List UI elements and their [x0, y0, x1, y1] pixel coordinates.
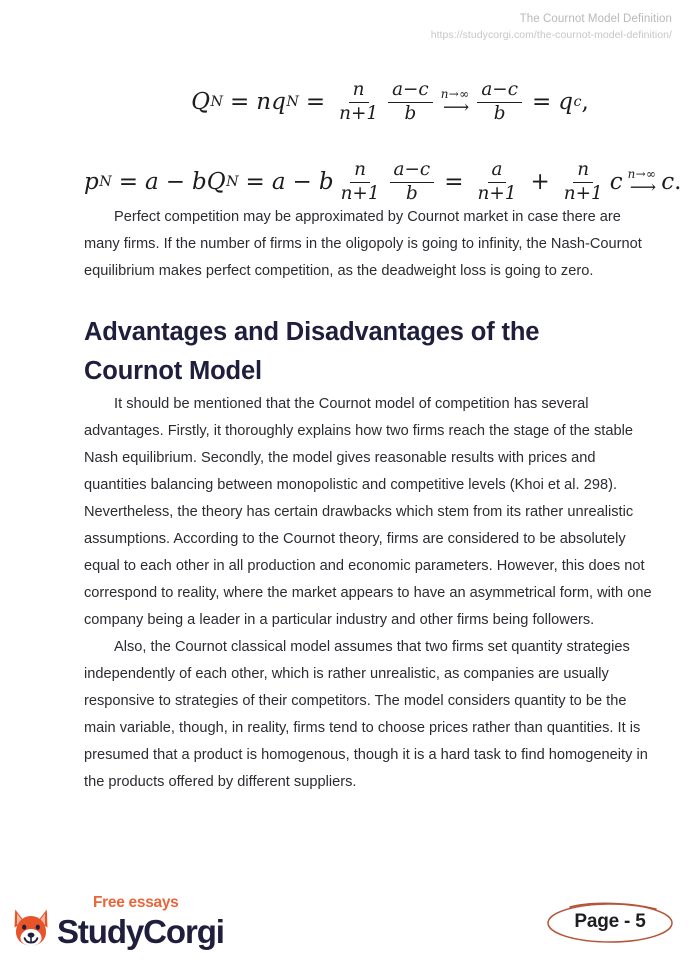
formula-1-fraction-3-numerator: a−c: [477, 80, 522, 103]
document-title: The Cournot Model Definition: [519, 13, 672, 25]
formula-2: p N = a − b Q N = a − b $\frac{n}{n+1}$ $\frac{a-c}{b}$ = $\frac{a}{n+1}$ + $\frac{n}{n+1}$ c n→∞ ⟶ c .: [84, 159, 682, 204]
document-content: [0, 72, 698, 796]
formula-2-fraction-3-numerator: a: [488, 160, 507, 183]
paragraph-1: Perfect competition may be approximated by Cournot market in case there are many firms. If the number of firms in the oligopoly is going to infinity, the Nash-Cournot equilibrium makes perfect competition, as the deadweight loss is going to zero.: [84, 209, 642, 280]
formula-2-minus-1: −: [165, 168, 185, 195]
studycorgi-logo[interactable]: [12, 894, 224, 950]
page-header: [0, 0, 698, 43]
formula-1-limit-label: n→∞: [440, 87, 470, 102]
paragraph-2: It should be mentioned that the Cournot model of competition has several advantages. Firstly, it thoroughly explains how two firms reach the stage of the stable Nash equilibrium. Secondly, the model gives reasonable results with prices and quantities balancing between monopolistic and competitive levels (Khoi et al. 298). Nevertheless, the theory has certain drawbacks which stem from its rather unrealistic assumptions. According to the Cournot theory, firms are considered to be absolutely equal to each other in all production and economic parameters. However, this does not correspond to reality, where the market appears to have an asymmetrical form, with one company being a leader in a particular industry and other firms being followers.: [84, 396, 652, 629]
formula-2-limit-arrow: [627, 167, 657, 199]
formula-2-Q: Q: [206, 168, 226, 195]
formula-1-equals-2: =: [305, 88, 326, 115]
paragraph-3: Also, the Cournot classical model assumes that two firms set quantity strategies independently of each other, which is rather unrealistic, as companies are usually responsive to strategies of their competitors. The model considers quantity to be the main variable, though, in reality, firms tend to choose prices rather than quantities. It is presumed that a product is homogenous, though it is a hard task to find homogeneity in the products offered by different suppliers.: [84, 639, 648, 791]
formula-2-fraction-4: [560, 160, 607, 204]
formula-2-b-2: b: [318, 168, 334, 195]
formula-2-a-1: a: [144, 168, 159, 195]
page-footer: [0, 878, 698, 964]
formula-1-Q: Q: [191, 88, 211, 115]
formula-2-equals-3: =: [444, 168, 464, 195]
formula-2-equals-2: =: [245, 168, 265, 195]
formula-2-a-2: a: [271, 168, 286, 195]
formula-1-qc: q: [558, 88, 574, 115]
formula-2-arrow-glyph: ⟶: [629, 177, 655, 199]
formula-2-c-1: c: [609, 168, 623, 195]
formula-1-comma: ,: [581, 88, 589, 115]
formula-2-fraction-4-numerator: n: [573, 160, 593, 183]
formula-1-arrow-glyph: ⟶: [442, 97, 468, 119]
formula-2-fraction-2: [390, 160, 435, 204]
formula-1-q: q: [271, 88, 286, 115]
formula-1-fraction-1-denominator: n+1: [339, 102, 379, 124]
formula-1-fraction-2-denominator: b: [404, 102, 417, 124]
formula-2-fraction-1-numerator: n: [350, 160, 370, 183]
formula-2-fraction-1: [337, 160, 384, 204]
formula-2-fraction-2-numerator: a−c: [390, 160, 435, 183]
document-url: https://studycorgi.com/the-cournot-model-definition/: [430, 29, 672, 41]
logo-text-group: [57, 894, 224, 950]
formula-1-fraction-2: [388, 80, 433, 124]
page-number-badge: [544, 898, 676, 946]
formula-1-fraction-2-numerator: a−c: [388, 80, 433, 103]
formula-2-plus: +: [530, 168, 550, 195]
formula-2-p: p: [84, 168, 99, 195]
logo-tagline: Free essays: [93, 894, 179, 911]
formula-2-fraction-3-denominator: n+1: [477, 182, 517, 204]
formula-2-minus-2: −: [292, 168, 312, 195]
formula-2-fraction-3: [474, 160, 521, 204]
formula-1-fraction-1: [335, 80, 382, 124]
formula-2-equals-1: =: [118, 168, 138, 195]
corgi-face-icon: [12, 907, 50, 947]
formula-1-fraction-3: [477, 80, 522, 124]
formula-2-fraction-2-denominator: b: [405, 182, 418, 204]
formula-2-fraction-1-denominator: n+1: [340, 182, 380, 204]
formula-2-period: .: [674, 168, 682, 195]
formula-2-limit-label: n→∞: [627, 167, 657, 182]
section-heading-advantages-disadvantages: Advantages and Disadvantages of the Cournot Model: [84, 318, 540, 386]
logo-wordmark: StudyCorgi: [57, 913, 224, 950]
page-number-label: Page - 5: [574, 911, 646, 932]
formula-1-fraction-3-denominator: b: [493, 102, 506, 124]
formula-1: Q N = n q N = $\frac{n}{n+1}$ $\frac{a-c}{b}$ n→∞ ⟶ $\frac{a-c}{b}$ = q c ,: [191, 79, 589, 124]
formula-1-equals-3: =: [532, 88, 552, 115]
formula-1-limit-arrow: [440, 87, 470, 119]
formula-1-fraction-1-numerator: n: [349, 80, 369, 103]
formula-1-n: n: [256, 88, 272, 115]
formula-2-b-1: b: [191, 168, 207, 195]
formula-2-c-2: c: [661, 168, 675, 195]
formula-2-fraction-4-denominator: n+1: [563, 182, 603, 204]
formula-1-equals-1: =: [230, 88, 250, 115]
